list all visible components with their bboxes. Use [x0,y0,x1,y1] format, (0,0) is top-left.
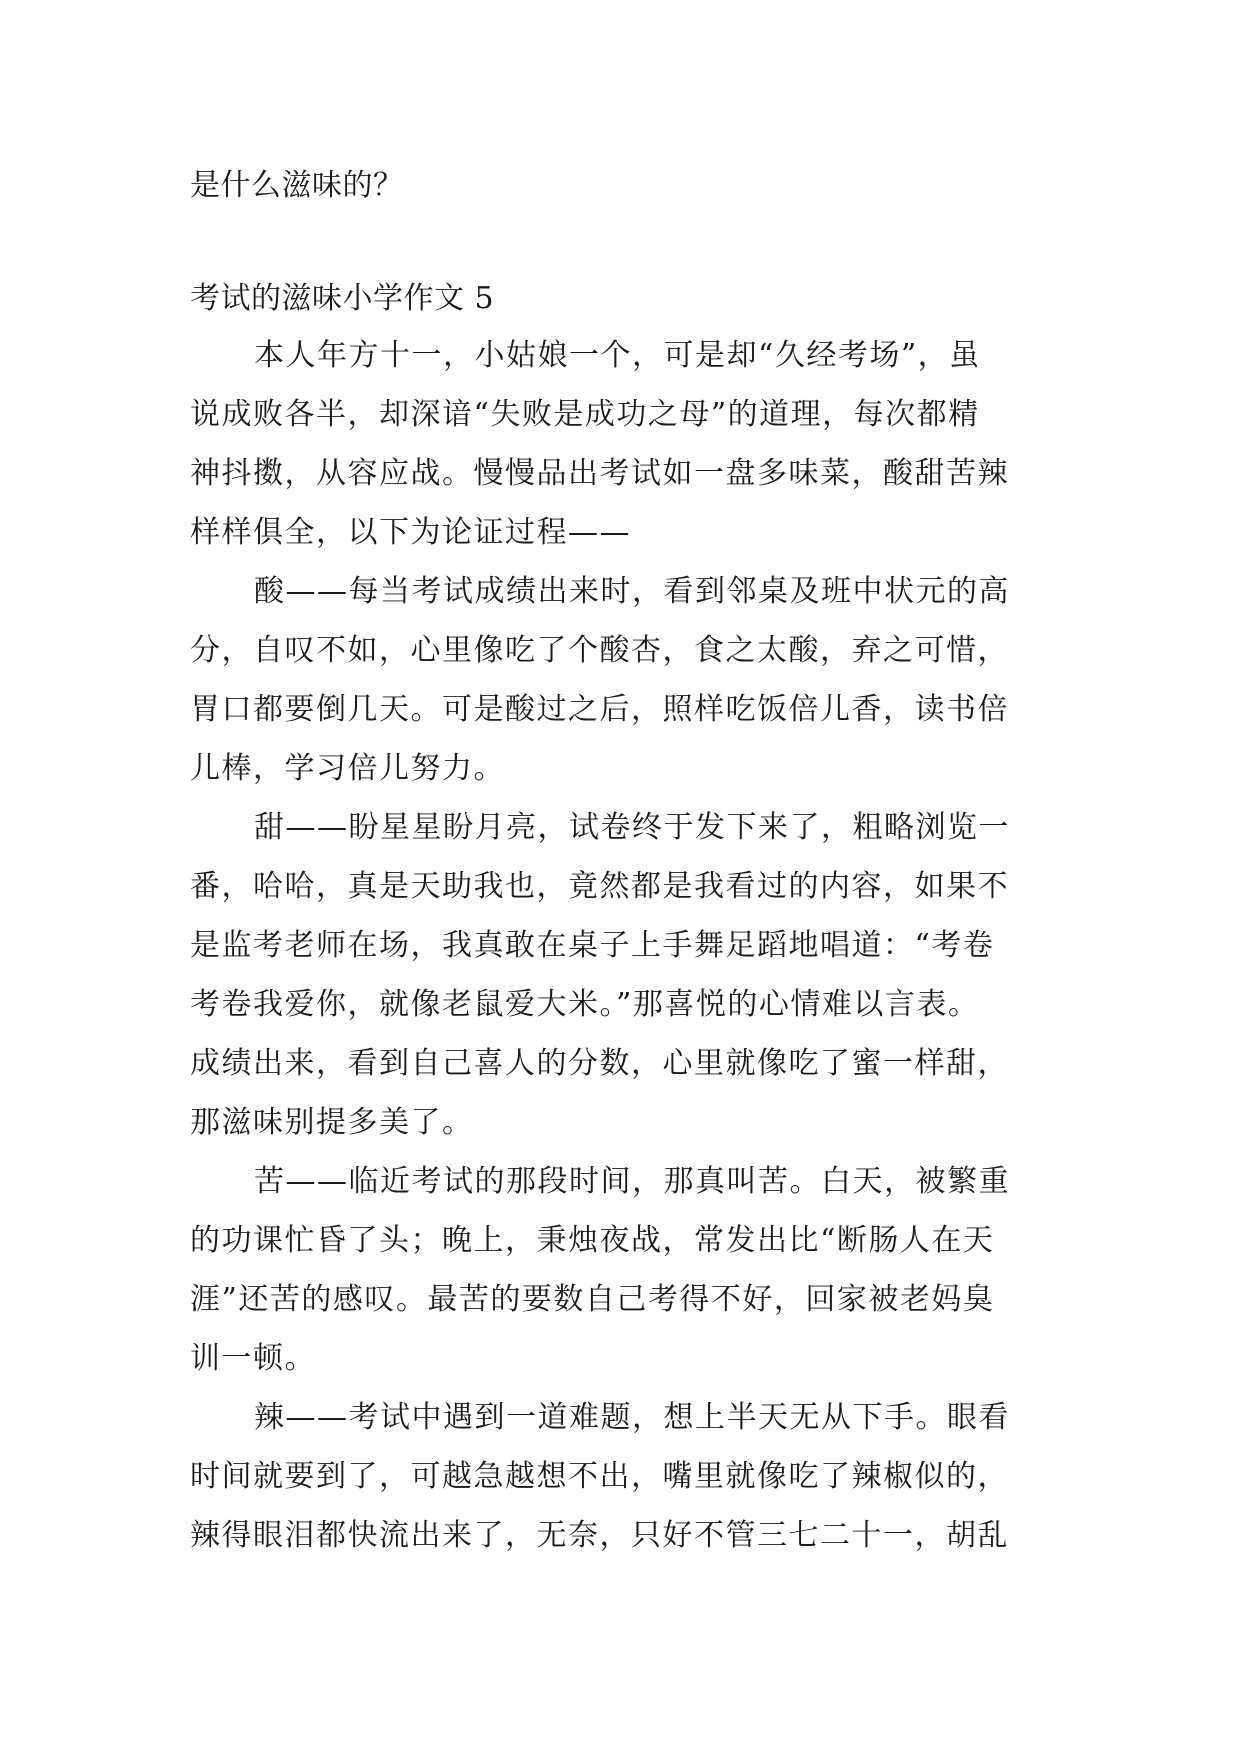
text-line: 番，哈哈，真是天助我也，竟然都是我看过的内容，如果不 [190,869,1009,904]
text-line: 的功课忙昏了头；晚上，秉烛夜战，常发出比“断肠人在天 [190,1223,995,1258]
previous-text-tail [190,156,1050,215]
text-line: 神抖擞，从容应战。慢慢品出考试如一盘多味菜，酸甜苦辣 [190,456,1009,491]
text-line: 是什么滋味的？ [190,168,404,203]
text-line: 分，自叹不如，心里像吃了个酸杏，食之太酸，弃之可惜， [190,633,1009,668]
text-line: 成绩出来，看到自己喜人的分数，心里就像吃了蜜一样甜， [190,1046,1009,1081]
paragraph-first-line: 甜——盼星星盼月亮，试卷终于发下来了，粗略浏览一 [254,810,1010,845]
essay-title-block [190,269,1050,328]
text-line: 考卷我爱你，就像老鼠爱大米。”那喜悦的心情难以言表。 [190,987,980,1022]
paragraph-first-line: 辣——考试中遇到一道难题，想上半天无从下手。眼看 [254,1400,1010,1435]
essay-body [190,326,1050,1565]
paragraph-first-line: 本人年方十一，小姑娘一个，可是却“久经考场”，虽 [254,338,981,373]
text-line: 时间就要到了，可越急越想不出，嘴里就像吃了辣椒似的， [190,1459,1009,1494]
text-line: 是监考老师在场，我真敢在桌子上手舞足蹈地唱道：“考卷 [190,928,995,963]
text-line: 训一顿。 [190,1341,316,1376]
paragraph-first-line: 酸——每当考试成绩出来时，看到邻桌及班中状元的高 [254,574,1010,609]
paragraph-first-line: 苦——临近考试的那段时间，那真叫苦。白天，被繁重 [254,1164,1010,1199]
text-line: 儿棒，学习倍儿努力。 [190,751,505,786]
text-line: 那滋味别提多美了。 [190,1105,474,1140]
text-line: 辣得眼泪都快流出来了，无奈，只好不管三七二十一，胡乱 [190,1518,1009,1553]
essay-title: 考试的滋味小学作文 5 [190,281,495,316]
text-line: 样样俱全，以下为论证过程—— [190,515,631,550]
text-line: 涯”还苦的感叹。最苦的要数自己考得不好，回家被老妈臭 [190,1282,995,1317]
text-line: 说成败各半，却深谙“失败是成功之母”的道理，每次都精 [190,397,980,432]
text-line: 胃口都要倒几天。可是酸过之后，照样吃饭倍儿香，读书倍 [190,692,1009,727]
